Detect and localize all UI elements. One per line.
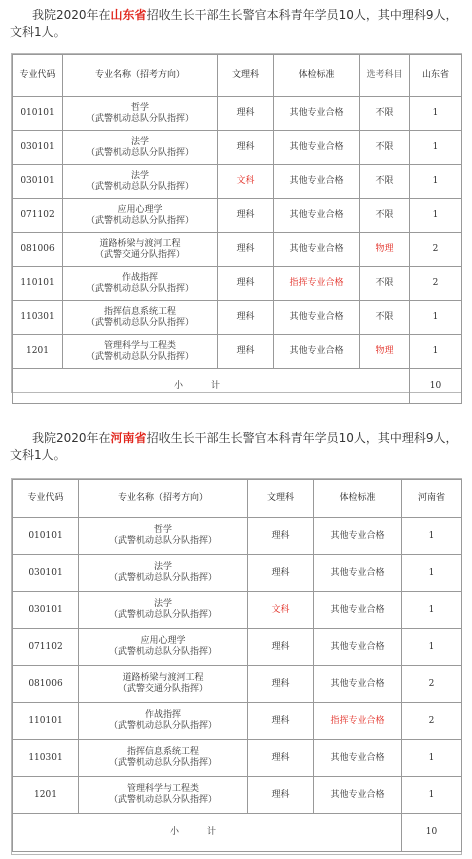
track-cell: 理科 [218,131,274,165]
header-major: 专业名称（招考方向） [63,55,218,97]
track-cell: 理科 [248,629,314,666]
medical-cell: 其他专业合格 [314,777,402,814]
count-cell: 1 [410,97,462,131]
track-cell: 理科 [218,97,274,131]
medical-cell: 其他专业合格 [274,301,360,335]
medical-cell: 其他专业合格 [274,233,360,267]
track-cell: 理科 [218,301,274,335]
header-medical: 体检标准 [274,55,360,97]
table-row [13,592,462,629]
table-henan [12,479,462,852]
track-cell: 理科 [248,777,314,814]
code-cell: 1201 [13,777,79,814]
code-cell: 110101 [13,267,63,301]
major-direction: （武警机动总队分队指挥） [108,647,217,657]
code-cell: 081006 [13,666,79,703]
elective-cell: 不限 [360,131,410,165]
count-cell: 1 [402,592,462,629]
track-cell: 理科 [218,233,274,267]
major-direction: （武警机动总队分队指挥） [85,215,194,226]
elective-cell: 物理 [360,233,410,267]
major-cell [79,518,248,555]
major-direction: （武警机动总队分队指挥） [85,351,194,362]
code-cell: 071102 [13,629,79,666]
count-cell: 2 [410,233,462,267]
medical-cell: 其他专业合格 [314,592,402,629]
code-cell: 110301 [13,301,63,335]
code-cell: 081006 [13,233,63,267]
code-cell: 030101 [13,165,63,199]
table-henan-wrap [12,479,461,852]
code-cell: 030101 [13,131,63,165]
major-direction: （武警机动总队分队指挥） [85,317,194,328]
major-cell [63,301,218,335]
count-cell: 1 [410,335,462,369]
code-cell: 010101 [13,97,63,131]
intro-after: 招收生长干部生长警官本科青年学员10人，其中理科9人，文科1人。 [10,8,458,39]
major-name: 管理科学与工程类 [126,784,199,794]
table-row [13,666,462,703]
table-shandong-wrap [12,54,461,404]
major-direction: （武警机动总队分队指挥） [108,721,217,731]
major-name: 管理科学与工程类 [103,340,176,351]
header-track: 文理科 [218,55,274,97]
subtotal-label [13,814,402,852]
header-track: 文理科 [248,480,314,518]
major-cell [63,335,218,369]
table-row [13,777,462,814]
elective-cell: 不限 [360,165,410,199]
major-direction: （武警机动总队分队指挥） [108,758,217,768]
subtotal-row [13,369,462,404]
elective-cell: 不限 [360,267,410,301]
code-cell: 1201 [13,335,63,369]
count-cell: 1 [402,740,462,777]
major-name: 道路桥梁与渡河工程 [99,238,181,249]
major-direction: （武警交通分队指挥） [94,249,185,260]
major-cell [63,233,218,267]
major-direction: （武警机动总队分队指挥） [85,113,194,124]
major-cell [63,97,218,131]
major-direction: （武警机动总队分队指挥） [108,536,217,546]
major-direction: （武警机动总队分队指挥） [85,147,194,158]
table-row [13,131,462,165]
code-cell: 030101 [13,592,79,629]
code-cell: 110101 [13,703,79,740]
major-direction: （武警交通分队指挥） [117,684,208,694]
code-cell: 110301 [13,740,79,777]
major-cell [63,199,218,233]
count-cell: 1 [402,629,462,666]
major-name: 作战指挥 [144,710,181,720]
table-row [13,740,462,777]
track-cell: 理科 [218,267,274,301]
medical-cell: 其他专业合格 [274,97,360,131]
table-shandong [12,54,462,404]
medical-cell: 指挥专业合格 [314,703,402,740]
medical-cell: 其他专业合格 [314,666,402,703]
track-cell: 理科 [248,666,314,703]
major-cell [63,131,218,165]
elective-cell: 物理 [360,335,410,369]
subtotal-label-text: 小计 [169,827,244,837]
major-direction: （武警机动总队分队指挥） [85,283,194,294]
header-code: 专业代码 [13,480,79,518]
major-cell [79,740,248,777]
count-cell: 1 [402,555,462,592]
major-name: 法学 [153,599,172,609]
table-row [13,199,462,233]
table-row [13,97,462,131]
header-count: 山东省 [410,55,462,97]
major-name: 法学 [153,562,172,572]
major-name: 作战指挥 [121,272,158,283]
header-major: 专业名称（招考方向） [79,480,248,518]
intro-shandong [10,7,465,41]
elective-cell: 不限 [360,97,410,131]
major-cell [79,703,248,740]
count-cell: 2 [402,666,462,703]
elective-cell: 不限 [360,301,410,335]
track-cell: 文科 [218,165,274,199]
medical-cell: 其他专业合格 [314,518,402,555]
code-cell: 030101 [13,555,79,592]
table-row [13,233,462,267]
major-direction: （武警机动总队分队指挥） [108,795,217,805]
major-name: 指挥信息系统工程 [103,306,176,317]
major-cell [79,629,248,666]
table-header-row [13,480,462,518]
province-name: 河南省 [110,431,147,445]
table-row [13,165,462,199]
header-count: 河南省 [402,480,462,518]
major-name: 指挥信息系统工程 [126,747,199,757]
major-name: 应用心理学 [117,204,163,215]
subtotal-value: 10 [402,814,462,852]
major-name: 哲学 [153,525,172,535]
major-cell [79,592,248,629]
header-medical: 体检标准 [314,480,402,518]
track-cell: 理科 [218,335,274,369]
count-cell: 1 [410,131,462,165]
count-cell: 1 [402,518,462,555]
major-name: 道路桥梁与渡河工程 [122,673,204,683]
medical-cell: 其他专业合格 [314,740,402,777]
province-name: 山东省 [110,8,147,22]
count-cell: 1 [402,777,462,814]
track-cell: 理科 [248,703,314,740]
major-cell [79,555,248,592]
subtotal-label [13,369,410,404]
intro-henan [10,430,465,464]
medical-cell: 其他专业合格 [314,555,402,592]
header-code: 专业代码 [13,55,63,97]
count-cell: 2 [410,267,462,301]
subtotal-value: 10 [410,369,462,404]
major-direction: （武警机动总队分队指挥） [108,610,217,620]
table-row [13,629,462,666]
code-cell: 010101 [13,518,79,555]
major-name: 法学 [130,136,149,147]
table-row [13,301,462,335]
major-cell [79,777,248,814]
count-cell: 1 [410,199,462,233]
medical-cell: 其他专业合格 [274,165,360,199]
medical-cell: 其他专业合格 [314,629,402,666]
medical-cell: 其他专业合格 [274,131,360,165]
major-name: 应用心理学 [140,636,186,646]
table-row [13,335,462,369]
major-name: 哲学 [130,102,149,113]
table-row [13,703,462,740]
intro-before: 我院2020年在 [32,431,111,445]
intro-before: 我院2020年在 [32,8,111,22]
count-cell: 2 [402,703,462,740]
table-row [13,555,462,592]
track-cell: 理科 [248,555,314,592]
track-cell: 理科 [218,199,274,233]
subtotal-label-text: 小计 [173,380,248,391]
track-cell: 理科 [248,740,314,777]
subtotal-row [13,814,462,852]
table-row [13,267,462,301]
code-cell: 071102 [13,199,63,233]
medical-cell: 其他专业合格 [274,199,360,233]
medical-cell: 指挥专业合格 [274,267,360,301]
major-cell [63,267,218,301]
major-cell [79,666,248,703]
track-cell: 文科 [248,592,314,629]
table-row [13,518,462,555]
major-direction: （武警机动总队分队指挥） [85,181,194,192]
count-cell: 1 [410,301,462,335]
track-cell: 理科 [248,518,314,555]
major-direction: （武警机动总队分队指挥） [108,573,217,583]
elective-cell: 不限 [360,199,410,233]
header-elective: 选考科目 [360,55,410,97]
table-header-row [13,55,462,97]
medical-cell: 其他专业合格 [274,335,360,369]
major-cell [63,165,218,199]
intro-after: 招收生长干部生长警官本科青年学员10人，其中理科9人，文科1人。 [10,431,458,462]
count-cell: 1 [410,165,462,199]
major-name: 法学 [130,170,149,181]
